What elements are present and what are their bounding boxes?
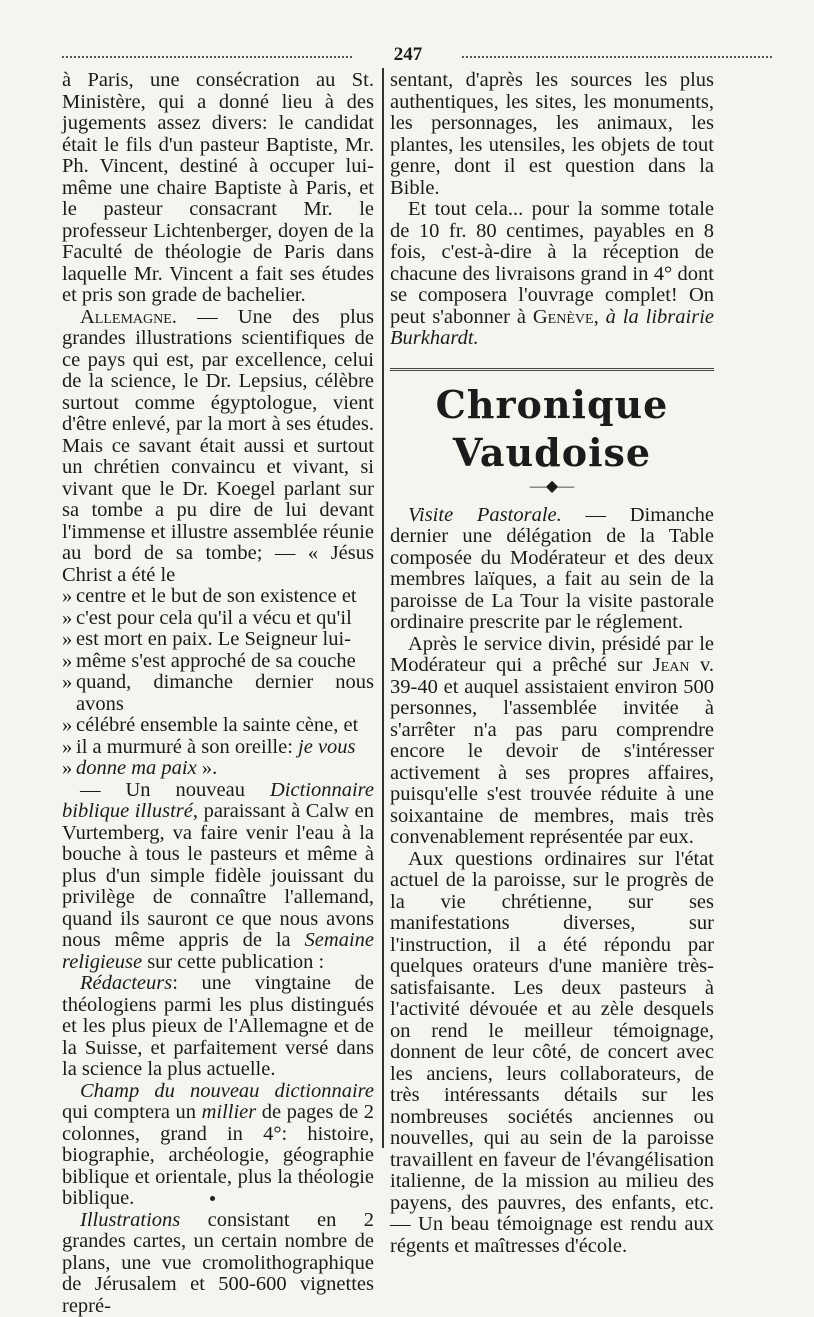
ink-dot — [210, 1196, 215, 1201]
abonnement-text: , — [594, 306, 606, 328]
quote-line: » célébré ensemble la sainte cène, et — [62, 715, 374, 737]
page-header — [62, 44, 772, 68]
visite-pastorale-label: Visite Pastorale. — [408, 504, 562, 526]
quote-line: » est mort en paix. Le Seigneur lui- — [62, 629, 374, 651]
service-divin-text: v. 39-40 et auquel assistaient environ 500 personnes, l'assemblée invitée à s'arrêter n'a pas paru comprendre encore le devoir de s'intéresser activement à ses propres affaires, puisqu'elle s'est trouvée réduite à une soixantaine de membres, mais très convenablement représentée par eux. — [390, 654, 714, 848]
quote-text: il a murmuré à son oreille: — [76, 736, 298, 758]
allemagne-text: — Une des plus grandes illustrations scientifiques de ce pays qui est, par excellence, celui de la science, le Dr. Lepsius, célèbre surtout comme égyptologue, vient d'être enlevé, par la mort à ses études. Mais ce savant était aussi et surtout un chrétien convaincu et vivant, si vivant que le Dr. Koegel parlant sur sa tombe a pu dire de lui devant l'immense et illustre assemblée réunie au bord de sa tombe; — « Jésus Christ a été le — [62, 306, 374, 586]
quote-text: ». — [197, 757, 218, 779]
semaine-religieuse-title: Semaine religieuse — [62, 929, 374, 973]
quote-line: » c'est pour cela qu'il a vécu et qu'il — [62, 608, 374, 630]
quote-line: » même s'est approché de sa couche — [62, 651, 374, 673]
illustrations-label: Illustrations — [80, 1209, 180, 1231]
quote-italic: je vous — [298, 736, 356, 758]
paragraph-illustrations — [62, 1210, 374, 1317]
dictionnaire-text: — Un nouveau — [80, 779, 270, 801]
paragraph-allemagne — [62, 307, 374, 587]
millier-word: millier — [202, 1101, 257, 1123]
dictionnaire-title: Dictionnaire biblique illustré — [62, 779, 374, 823]
visite-pastorale-text: — Dimanche dernier une délégation de la Table composée du Modérateur et des deux membres laïques, a fait au sein de la paroisse de La Tour la visite pastorale ordinaire prescrite par le réglement. — [390, 504, 714, 634]
librairie-name: à la librairie Burkhardt. — [390, 306, 714, 350]
geneve-word: Genève — [533, 306, 594, 328]
redacteurs-label: Rédacteurs — [80, 972, 172, 994]
left-column — [62, 70, 374, 1317]
dictionnaire-text: sur cette publication : — [142, 951, 324, 973]
jean-reference: Jean — [653, 654, 690, 676]
paragraph-visite-pastorale — [390, 505, 714, 634]
champ-label: Champ du nouveau dictionnaire — [80, 1080, 374, 1102]
quote-italic: donne ma paix — [76, 757, 197, 779]
paragraph-sentant: sentant, d'après les sources les plus authentiques, les sites, les monuments, les personnages, les animaux, les plantes, les utensiles, les objets de tout genre, dont il est question dans la Bible. — [390, 70, 714, 199]
section-lead-allemagne: Allemagne. — [80, 306, 177, 328]
column-divider — [382, 68, 384, 1148]
quote-line — [62, 737, 374, 759]
section-title-chronique-vaudoise: Chronique Vaudoise — [390, 381, 714, 477]
abonnement-text: Et tout cela... pour la somme totale de 10 fr. 80 centimes, payables en 8 fois, c'est-à-dire à la réception de chacune des livraisons grand in 4° dont se composera l'ouvrage complet! On peut s'abonner à — [390, 198, 714, 328]
paragraph-champ — [62, 1081, 374, 1210]
dictionnaire-text: , paraissant à Calw en Vurtemberg, va faire venir l'eau à la bouche à tous le pasteurs et même à plus d'un simple fidèle jouissant du privilège de connaître l'allemand, quand ils sauront ce que nous avons nous même appris de la — [62, 800, 374, 951]
page-number: 247 — [358, 44, 458, 66]
section-separator — [390, 368, 714, 371]
paragraph-service-divin — [390, 634, 714, 849]
right-column — [390, 70, 714, 1257]
quote-line — [62, 758, 374, 780]
quote-line: » quand, dimanche dernier nous avons — [62, 672, 374, 715]
champ-text: de pages de 2 colonnes, grand in 4°: histoire, biographie, archéologie, géographie biblique et orientale, plus la théologie biblique. — [62, 1101, 374, 1209]
paragraph-questions: Aux questions ordinaires sur l'état actuel de la paroisse, sur le progrès de la vie chrétienne, sur ses manifestations diverses, sur l'instruction, il a été répondu par quelques orateurs d'une manière très-satisfaisante. Les deux pasteurs à l'activité dévouée et au zèle desquels on rend le meilleur témoignage, donnent de leur côté, de concert avec les anciens, leurs collaborateurs, de très intéressants détails sur les nombreuses sociétés anciennes ou nouvelles, qui au sein de la paroisse travaillent en faveur de l'évangélisation italienne, de la mission au milieu des payens, des pauvres, des enfants, etc. — Un beau témoignage est rendu aux régents et maîtresses d'école. — [390, 849, 714, 1258]
paragraph-abonnement — [390, 199, 714, 350]
ornament-divider: —◆— — [390, 477, 714, 497]
paragraph-redacteurs — [62, 973, 374, 1081]
header-rule-left — [62, 56, 352, 58]
paragraph-dictionnaire — [62, 780, 374, 974]
redacteurs-text: : une vingtaine de théologiens parmi les plus distingués et les plus pieux de l'Allemagne et de la Suisse, et parfaitement versé dans la science la plus actuelle. — [62, 972, 374, 1080]
header-rule-right — [462, 56, 772, 58]
service-divin-text: Après le service divin, présidé par le Modérateur qui a prêché sur — [390, 633, 714, 677]
paragraph-paris-consecration: à Paris, une consécration au St. Ministère, qui a donné lieu à des jugements assez divers: le candidat était le fils d'un pasteur Baptiste, Mr. Ph. Vincent, destiné à occuper lui-même une chaire Baptiste à Paris, et le pasteur consacrant Mr. le professeur Lichtenberger, doyen de la Faculté de théologie de Paris dans laquelle Mr. Vincent a fait ses études et pris son grade de bachelier. — [62, 70, 374, 307]
champ-text: qui comptera un — [62, 1101, 202, 1123]
quote-line: » centre et le but de son existence et — [62, 586, 374, 608]
illustrations-text: consistant en 2 grandes cartes, un certain nombre de plans, une vue cromolithographique de Jérusalem et 500-600 vignettes repré- — [62, 1209, 374, 1317]
